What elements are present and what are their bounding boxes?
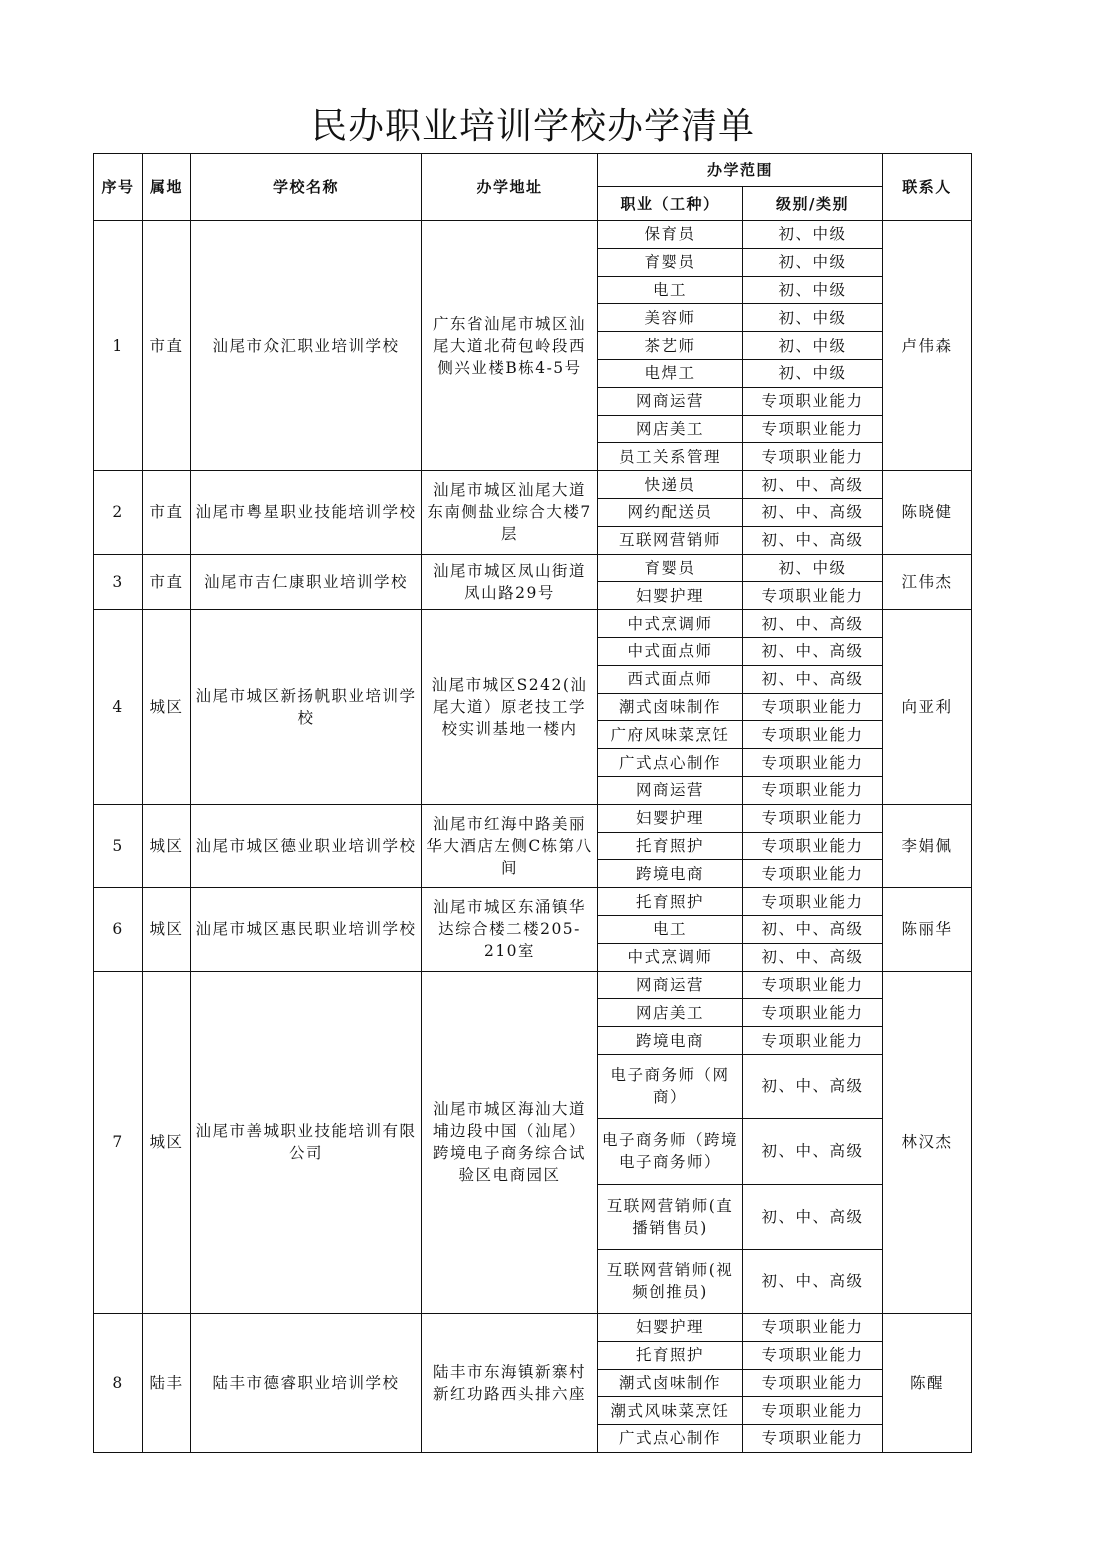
occupation-cell: 跨境电商 [598, 860, 743, 888]
level-cell: 初、中、高级 [743, 1184, 883, 1249]
header-scope: 办学范围 [598, 154, 883, 187]
occupation-cell: 电工 [598, 915, 743, 943]
occupation-cell: 网商运营 [598, 971, 743, 999]
seq-cell: 7 [94, 971, 143, 1313]
occupation-cell: 广式点心制作 [598, 1425, 743, 1453]
table-row [94, 804, 972, 832]
occupation-cell: 网店美工 [598, 999, 743, 1027]
level-cell: 专项职业能力 [743, 721, 883, 749]
level-cell: 专项职业能力 [743, 860, 883, 888]
table-row [94, 971, 972, 999]
level-cell: 专项职业能力 [743, 971, 883, 999]
header-level: 级别/类别 [743, 187, 883, 221]
address-cell: 汕尾市红海中路美丽华大酒店左侧C栋第八间 [422, 804, 598, 887]
school-name-cell: 汕尾市粤星职业技能培训学校 [191, 471, 422, 554]
address-cell: 广东省汕尾市城区汕尾大道北荷包岭段西侧兴业楼B栋4-5号 [422, 221, 598, 471]
header-school: 学校名称 [191, 154, 422, 221]
area-cell: 市直 [143, 221, 191, 471]
occupation-cell: 广府风味菜烹饪 [598, 721, 743, 749]
seq-cell: 4 [94, 610, 143, 805]
occupation-cell: 茶艺师 [598, 332, 743, 360]
address-cell: 汕尾市城区S242(汕尾大道）原老技工学校实训基地一楼内 [422, 610, 598, 805]
school-name-cell: 汕尾市城区惠民职业培训学校 [191, 888, 422, 971]
seq-cell: 2 [94, 471, 143, 554]
school-name-cell: 汕尾市众汇职业培训学校 [191, 221, 422, 471]
level-cell: 初、中、高级 [743, 498, 883, 526]
contact-cell: 向亚利 [883, 610, 972, 805]
level-cell: 专项职业能力 [743, 888, 883, 916]
table-row [94, 888, 972, 916]
occupation-cell: 网约配送员 [598, 498, 743, 526]
level-cell: 专项职业能力 [743, 804, 883, 832]
area-cell: 市直 [143, 471, 191, 554]
occupation-cell: 员工关系管理 [598, 443, 743, 471]
occupation-cell: 中式面点师 [598, 637, 743, 665]
level-cell: 专项职业能力 [743, 693, 883, 721]
occupation-cell: 网店美工 [598, 415, 743, 443]
level-cell: 初、中级 [743, 359, 883, 387]
address-cell: 汕尾市城区汕尾大道东南侧盐业综合大楼7层 [422, 471, 598, 554]
level-cell: 专项职业能力 [743, 1313, 883, 1341]
table-body [94, 221, 972, 1453]
level-cell: 专项职业能力 [743, 1027, 883, 1055]
occupation-cell: 潮式风味菜烹饪 [598, 1397, 743, 1425]
table-row [94, 610, 972, 638]
level-cell: 初、中、高级 [743, 943, 883, 971]
level-cell: 专项职业能力 [743, 1369, 883, 1397]
level-cell: 专项职业能力 [743, 999, 883, 1027]
occupation-cell: 托育照护 [598, 888, 743, 916]
header-occupation: 职业（工种） [598, 187, 743, 221]
address-cell: 汕尾市城区凤山街道凤山路29号 [422, 554, 598, 610]
table-row [94, 554, 972, 582]
level-cell: 专项职业能力 [743, 1397, 883, 1425]
level-cell: 初、中级 [743, 332, 883, 360]
occupation-cell: 托育照护 [598, 1341, 743, 1369]
occupation-cell: 电工 [598, 276, 743, 304]
occupation-cell: 西式面点师 [598, 665, 743, 693]
address-cell: 汕尾市城区东涌镇华达综合楼二楼205-210室 [422, 888, 598, 971]
seq-cell: 6 [94, 888, 143, 971]
contact-cell: 陈醒 [883, 1313, 972, 1452]
school-name-cell: 汕尾市城区德业职业培训学校 [191, 804, 422, 887]
occupation-cell: 中式烹调师 [598, 943, 743, 971]
contact-cell: 江伟杰 [883, 554, 972, 610]
school-name-cell: 汕尾市善城职业技能培训有限公司 [191, 971, 422, 1313]
school-name-cell: 陆丰市德睿职业培训学校 [191, 1313, 422, 1452]
level-cell: 初、中、高级 [743, 1054, 883, 1118]
area-cell: 城区 [143, 888, 191, 971]
level-cell: 初、中、高级 [743, 915, 883, 943]
page-title: 民办职业培训学校办学清单 [310, 106, 755, 147]
level-cell: 专项职业能力 [743, 1341, 883, 1369]
address-cell: 汕尾市城区海汕大道埔边段中国（汕尾）跨境电子商务综合试验区电商园区 [422, 971, 598, 1313]
occupation-cell: 电子商务师（跨境电子商务师） [598, 1118, 743, 1184]
address-cell: 陆丰市东海镇新寨村新红功路西头排六座 [422, 1313, 598, 1452]
contact-cell: 林汉杰 [883, 971, 972, 1313]
occupation-cell: 育婴员 [598, 248, 743, 276]
area-cell: 城区 [143, 610, 191, 805]
table-row [94, 221, 972, 249]
header-seq: 序号 [94, 154, 143, 221]
level-cell: 专项职业能力 [743, 415, 883, 443]
header-contact: 联系人 [883, 154, 972, 221]
seq-cell: 5 [94, 804, 143, 887]
school-name-cell: 汕尾市城区新扬帆职业培训学校 [191, 610, 422, 805]
level-cell: 初、中级 [743, 304, 883, 332]
level-cell: 初、中、高级 [743, 1118, 883, 1184]
level-cell: 专项职业能力 [743, 776, 883, 804]
occupation-cell: 跨境电商 [598, 1027, 743, 1055]
occupation-cell: 潮式卤味制作 [598, 693, 743, 721]
occupation-cell: 保育员 [598, 221, 743, 249]
school-list-table [93, 153, 972, 1453]
occupation-cell: 快递员 [598, 471, 743, 499]
contact-cell: 陈晓健 [883, 471, 972, 554]
level-cell: 初、中、高级 [743, 665, 883, 693]
occupation-cell: 网商运营 [598, 776, 743, 804]
occupation-cell: 互联网营销师 [598, 526, 743, 554]
area-cell: 陆丰 [143, 1313, 191, 1452]
level-cell: 初、中级 [743, 221, 883, 249]
occupation-cell: 互联网营销师(视频创推员) [598, 1249, 743, 1313]
area-cell: 市直 [143, 554, 191, 610]
contact-cell: 卢伟森 [883, 221, 972, 471]
level-cell: 专项职业能力 [743, 582, 883, 610]
occupation-cell: 电子商务师（网商） [598, 1054, 743, 1118]
contact-cell: 陈丽华 [883, 888, 972, 971]
level-cell: 专项职业能力 [743, 749, 883, 777]
seq-cell: 8 [94, 1313, 143, 1452]
occupation-cell: 妇婴护理 [598, 582, 743, 610]
occupation-cell: 网商运营 [598, 387, 743, 415]
seq-cell: 3 [94, 554, 143, 610]
level-cell: 初、中、高级 [743, 526, 883, 554]
level-cell: 初、中、高级 [743, 637, 883, 665]
occupation-cell: 广式点心制作 [598, 749, 743, 777]
area-cell: 城区 [143, 804, 191, 887]
occupation-cell: 潮式卤味制作 [598, 1369, 743, 1397]
occupation-cell: 托育照护 [598, 832, 743, 860]
table-row [94, 471, 972, 499]
occupation-cell: 育婴员 [598, 554, 743, 582]
level-cell: 初、中级 [743, 248, 883, 276]
area-cell: 城区 [143, 971, 191, 1313]
level-cell: 专项职业能力 [743, 1425, 883, 1453]
level-cell: 初、中、高级 [743, 471, 883, 499]
header-area: 属地 [143, 154, 191, 221]
school-name-cell: 汕尾市吉仁康职业培训学校 [191, 554, 422, 610]
occupation-cell: 电焊工 [598, 359, 743, 387]
level-cell: 初、中级 [743, 276, 883, 304]
occupation-cell: 中式烹调师 [598, 610, 743, 638]
table-row [94, 1313, 972, 1341]
contact-cell: 李娟佩 [883, 804, 972, 887]
seq-cell: 1 [94, 221, 143, 471]
occupation-cell: 美容师 [598, 304, 743, 332]
occupation-cell: 互联网营销师(直播销售员) [598, 1184, 743, 1249]
level-cell: 专项职业能力 [743, 387, 883, 415]
level-cell: 初、中、高级 [743, 1249, 883, 1313]
occupation-cell: 妇婴护理 [598, 1313, 743, 1341]
header-address: 办学地址 [422, 154, 598, 221]
level-cell: 初、中、高级 [743, 610, 883, 638]
level-cell: 专项职业能力 [743, 832, 883, 860]
level-cell: 初、中级 [743, 554, 883, 582]
level-cell: 专项职业能力 [743, 443, 883, 471]
occupation-cell: 妇婴护理 [598, 804, 743, 832]
table-header [94, 154, 972, 221]
